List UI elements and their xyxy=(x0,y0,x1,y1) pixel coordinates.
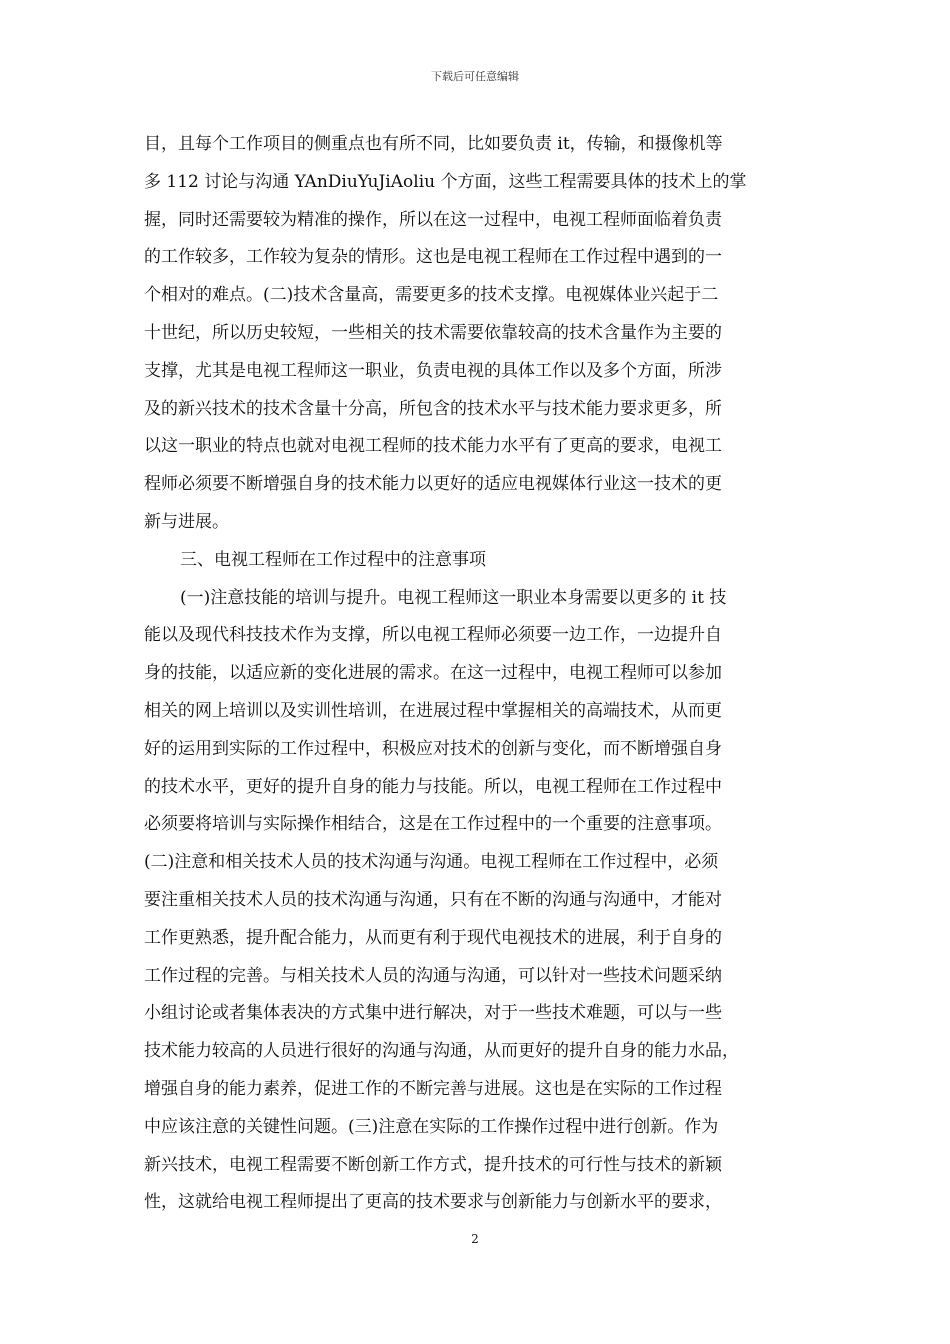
text-line: (二)注意和相关技术人员的技术沟通与沟通。电视工程师在工作过程中，必须 xyxy=(144,852,719,873)
body-text xyxy=(144,126,806,1222)
page-header: 下载后可任意编辑 xyxy=(431,70,519,83)
text-line: 多 112 讨论与沟通 YAnDiuYuJiAoliu 个方面，这些工程需要具体的技术上的掌 xyxy=(144,171,747,192)
text-line: 支撑，尤其是电视工程师这一职业，负责电视的具体工作以及多个方面，所涉 xyxy=(144,360,722,381)
text-line: 相关的网上培训以及实训性培训，在进展过程中掌握相关的高端技术，从而更 xyxy=(144,700,722,721)
text-line: 必须要将培训与实际操作相结合，这是在工作过程中的一个重要的注意事项。 xyxy=(144,814,722,835)
text-line: 小组讨论或者集体表决的方式集中进行解决，对于一些技术难题，可以与一些 xyxy=(144,1003,722,1024)
page-number: 2 xyxy=(471,1232,479,1246)
text-line: 握，同时还需要较为精准的操作，所以在这一过程中，电视工程师面临着负责 xyxy=(144,209,722,230)
text-line: 三、电视工程师在工作过程中的注意事项 xyxy=(180,549,486,570)
text-line: 新与进展。 xyxy=(144,511,229,532)
text-line: 程师必须要不断增强自身的技术能力以更好的适应电视媒体行业这一技术的更 xyxy=(144,474,722,495)
text-line: 要注重相关技术人员的技术沟通与沟通，只有在不断的沟通与沟通中，才能对 xyxy=(144,889,722,910)
text-line: 身的技能，以适应新的变化进展的需求。在这一过程中，电视工程师可以参加 xyxy=(144,663,722,684)
text-line: 增强自身的能力素养，促进工作的不断完善与进展。这也是在实际的工作过程 xyxy=(144,1078,722,1099)
text-line: 的工作较多，工作较为复杂的情形。这也是电视工程师在工作过程中遇到的一 xyxy=(144,247,722,268)
text-line: 能以及现代科技技术作为支撑，所以电视工程师必须要一边工作，一边提升自 xyxy=(144,625,722,646)
text-line: 的技术水平，更好的提升自身的能力与技能。所以，电视工程师在工作过程中 xyxy=(144,776,722,797)
text-line: 好的运用到实际的工作过程中，积极应对技术的创新与变化，而不断增强自身 xyxy=(144,738,722,759)
text-line: 性，这就给电视工程师提出了更高的技术要求与创新能力与创新水平的要求， xyxy=(144,1192,722,1213)
text-line: 新兴技术，电视工程需要不断创新工作方式，提升技术的可行性与技术的新颖 xyxy=(144,1154,722,1175)
text-line: 工作更熟悉，提升配合能力，从而更有利于现代电视技术的进展，利于自身的 xyxy=(144,927,722,948)
text-line: 十世纪，所以历史较短，一些相关的技术需要依靠较高的技术含量作为主要的 xyxy=(144,322,722,343)
text-line: 及的新兴技术的技术含量十分高，所包含的技术水平与技术能力要求更多，所 xyxy=(144,398,722,419)
text-line: 中应该注意的关键性问题。(三)注意在实际的工作操作过程中进行创新。作为 xyxy=(144,1116,719,1137)
text-line: 技术能力较高的人员进行很好的沟通与沟通，从而更好的提升自身的能力水品， xyxy=(144,1041,739,1062)
text-line: 以这一职业的特点也就对电视工程师的技术能力水平有了更高的要求，电视工 xyxy=(144,436,722,457)
text-line: 目，且每个工作项目的侧重点也有所不同，比如要负责 it，传输，和摄像机等 xyxy=(144,134,723,154)
text-line: 个相对的难点。(二)技术含量高，需要更多的技术支撑。电视媒体业兴起于二 xyxy=(144,285,719,306)
text-line: 工作过程的完善。与相关技术人员的沟通与沟通，可以针对一些技术问题采纳 xyxy=(144,965,722,986)
text-line: (一)注意技能的培训与提升。电视工程师这一职业本身需要以更多的 it 技 xyxy=(180,587,727,608)
